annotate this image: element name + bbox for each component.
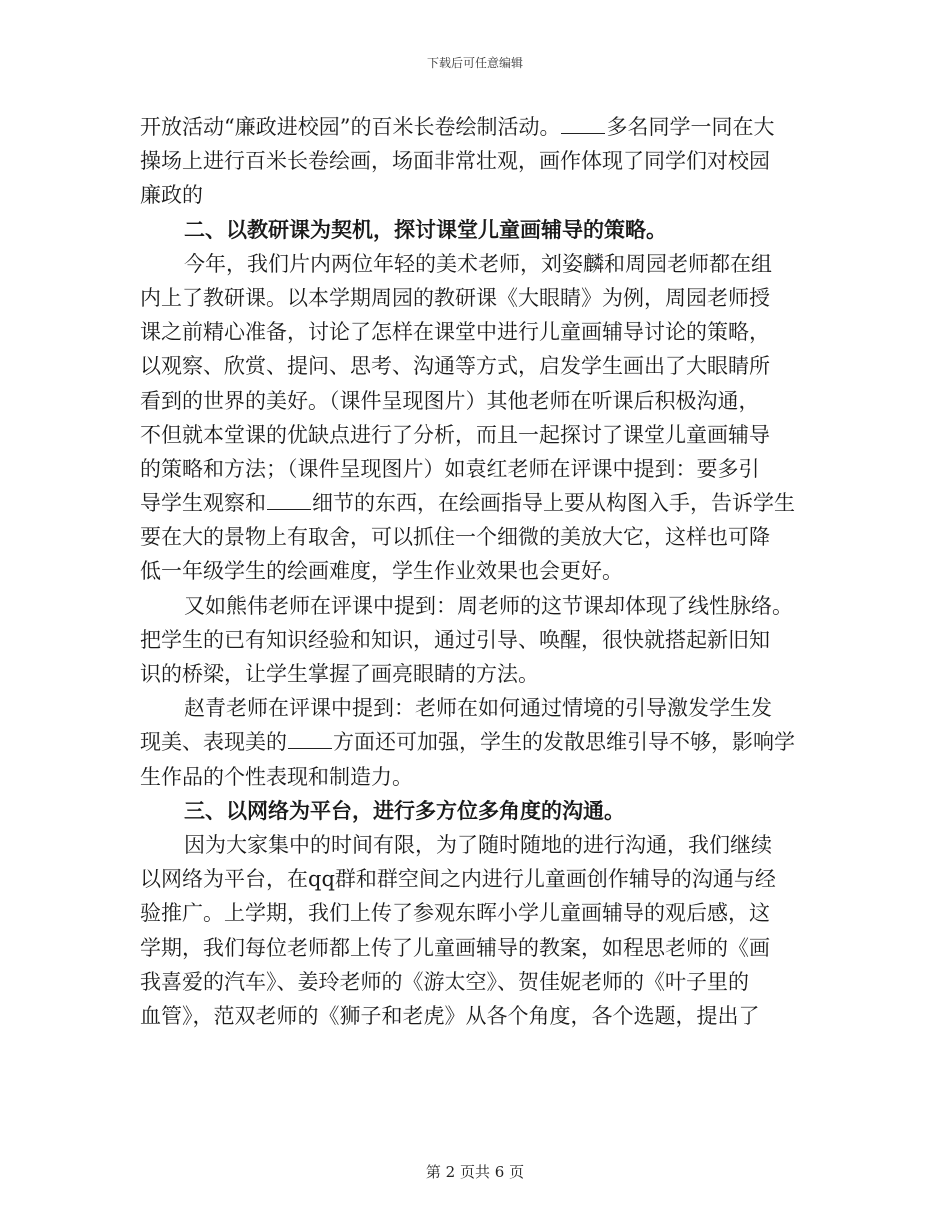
text-line: 学期，我们每位老师都上传了儿童画辅导的教案，如程思老师的《画 [140,935,770,960]
text-line: 今年，我们片内两位年轻的美术老师，刘姿麟和周园老师都在组 [184,251,772,276]
text-line: 血管》，范双老师的《狮子和老虎》从各个角度，各个选题，提出了 [140,1003,760,1028]
section-heading: 二、以教研课为契机，探讨课堂儿童画辅导的策略。 [184,216,667,242]
text-line: 看到的世界的美好。（课件呈现图片）其他老师在听课后积极沟通， [140,388,760,413]
text-line: 我喜爱的汽车》、姜玲老师的《游太空》、贺佳妮老师的《叶子里的 [140,969,749,994]
text-segment: 现美、表现美的 [140,730,287,755]
text-line [140,725,812,759]
text-line: 以网络为平台，在qq群和群空间之内进行儿童画创作辅导的沟通与经 [140,867,776,892]
page-header: 下载后可任意编辑 [426,56,523,70]
text-segment: 细节的东西，在绘画指导上要从构图入手，告诉学生 [312,491,795,516]
document-body [140,110,812,1033]
fill-in-blank [561,113,605,134]
text-line: 识的桥梁，让学生掌握了画亮眼睛的方法。 [140,662,539,686]
text-line: 操场上进行百米长卷绘画，场面非常壮观，画作体现了同学们对校园 [140,149,770,174]
text-segment: 开放活动“廉政进校园”的百米长卷绘制活动。 [140,115,561,139]
text-line: 的策略和方法；（课件呈现图片）如袁红老师在评课中提到：要多引 [140,456,760,481]
text-line: 把学生的已有知识经验和知识，通过引导、唤醒，很快就搭起新旧知 [140,627,770,652]
text-line: 不但就本堂课的优缺点进行了分析，而且一起探讨了课堂儿童画辅导 [140,422,770,447]
text-segment: 导学生观察和 [140,491,266,516]
page-footer: 第 2 页共 6 页 [425,1163,525,1181]
text-line: 课之前精心准备，讨论了怎样在课堂中进行儿童画辅导讨论的策略， [140,320,770,345]
text-line: 内上了教研课。以本学期周园的教研课《大眼睛》为例，周园老师授 [140,285,770,310]
text-line: 廉政的 [140,183,203,208]
fill-in-blank [267,489,311,510]
text-line: 又如熊伟老师在评课中提到：周老师的这节课却体现了线性脉络。 [184,593,793,618]
text-line: 验推广。上学期，我们上传了参观东晖小学儿童画辅导的观后感，这 [140,901,770,926]
text-line [140,110,812,144]
text-line [140,486,812,520]
text-line: 以观察、欣赏、提问、思考、沟通等方式，启发学生画出了大眼睛所 [140,354,770,379]
text-line: 生作品的个性表现和制造力。 [140,764,413,789]
text-line: 因为大家集中的时间有限，为了随时随地的进行沟通，我们继续 [184,832,772,857]
fill-in-blank [288,728,332,749]
text-line: 赵青老师在评课中提到：老师在如何通过情境的引导激发学生发 [184,696,772,721]
text-segment: 多名同学一同在大 [606,115,775,139]
text-line: 要在大的景物上有取舍，可以抓住一个细微的美放大它，这样也可降 [140,525,770,550]
section-heading: 三、以网络为平台，进行多方位多角度的沟通。 [184,797,625,823]
text-segment: 方面还可加强，学生的发散思维引导不够，影响学 [333,730,795,755]
text-line: 低一年级学生的绘画难度，学生作业效果也会更好。 [140,559,623,584]
